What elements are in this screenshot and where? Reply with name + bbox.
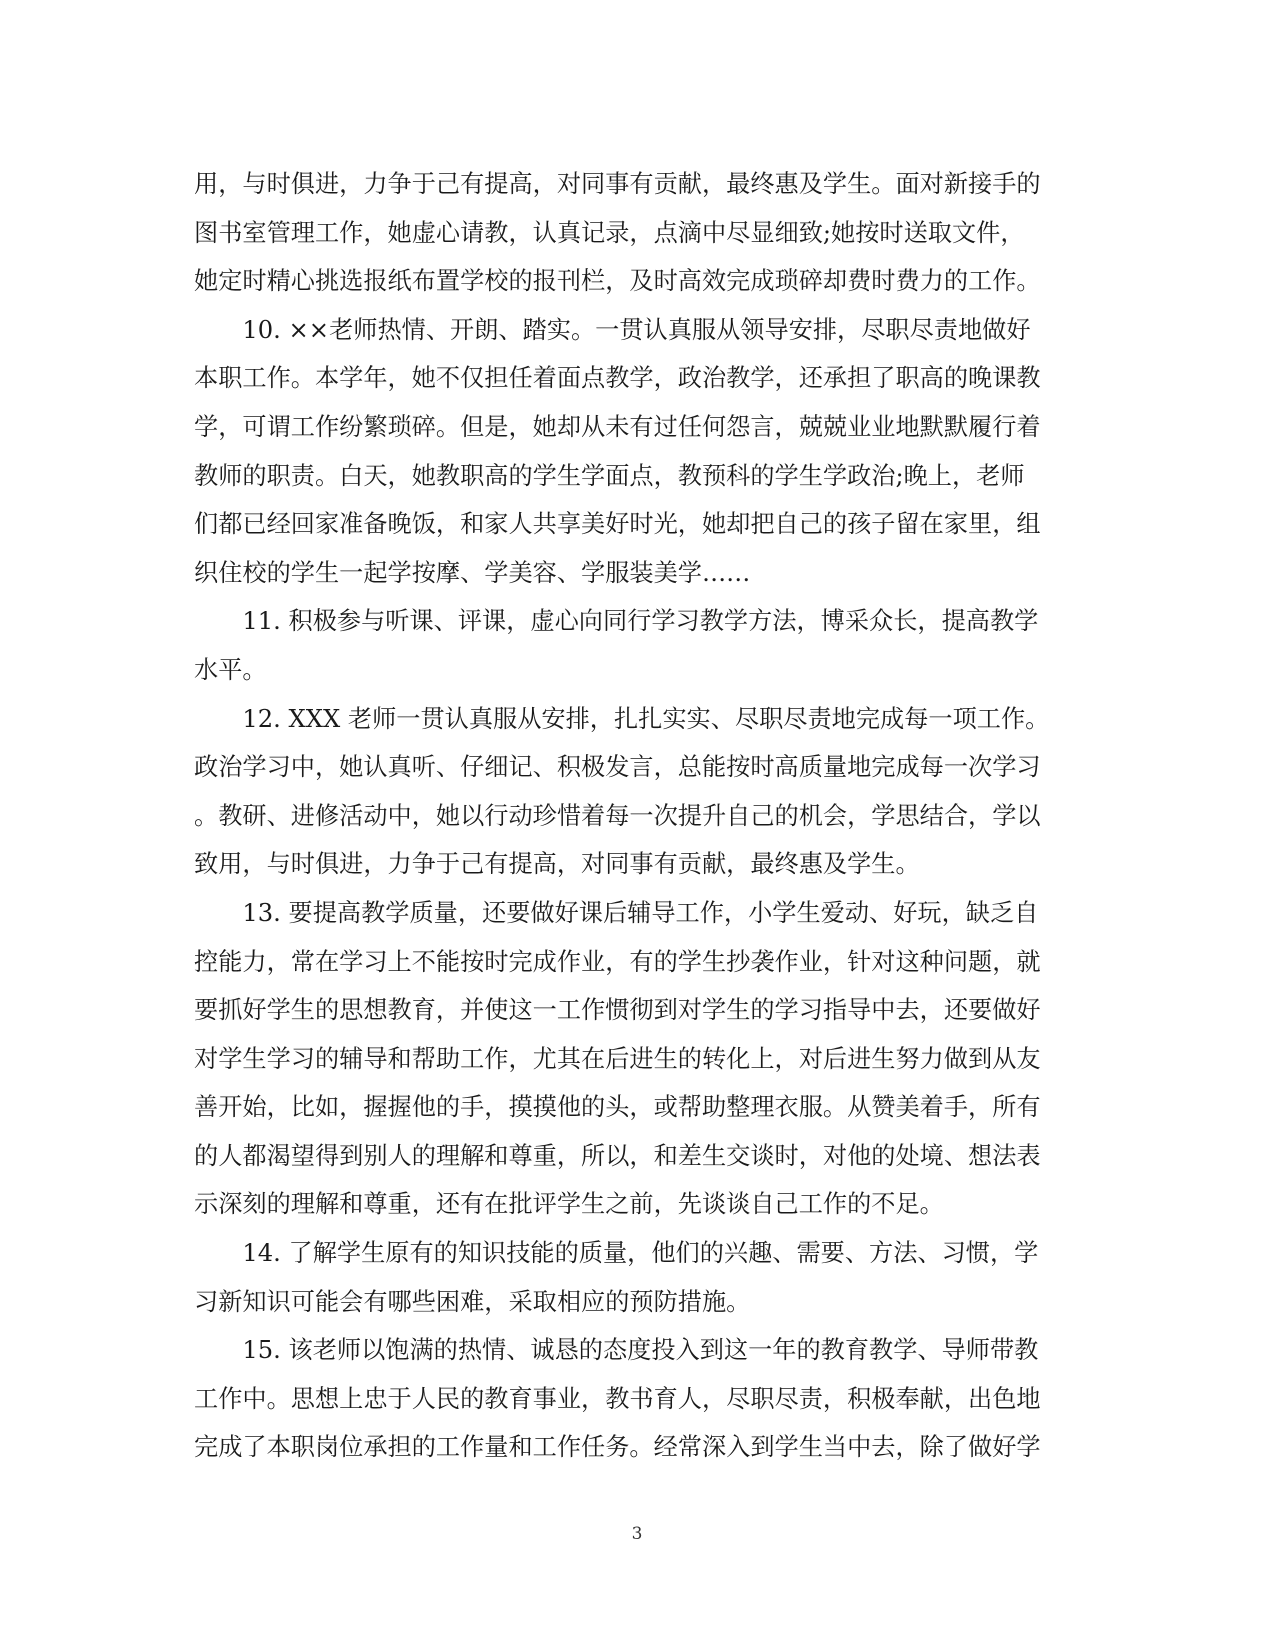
text-line: 要抓好学生的思想教育，并使这一工作惯彻到对学生的学习指导中去，还要做好 [194,996,1041,1025]
text-line: 工作中。思想上忠于人民的教育事业，教书育人，尽职尽责，积极奉献，出色地 [194,1384,1041,1413]
text-line: 善开始，比如，握握他的手，摸摸他的头，或帮助整理衣服。从赞美着手，所有 [194,1093,1041,1122]
text-line: 本职工作。本学年，她不仅担任着面点教学，政治教学，还承担了职高的晚课教 [194,364,1041,393]
text-line: 示深刻的理解和尊重，还有在批评学生之前，先谈谈自己工作的不足。 [194,1190,944,1219]
body-text [194,160,1070,1472]
text-line: 12. XXX 老师一贯认真服从安排，扎扎实实、尽职尽责地完成每一项工作。 [194,704,1050,733]
text-line: 织住校的学生一起学按摩、学美容、学服装美学…… [194,558,751,587]
text-line: 图书室管理工作，她虚心请教，认真记录，点滴中尽显细致;她按时送取文件， [194,218,1025,247]
text-line: 15. 该老师以饱满的热情、诚恳的态度投入到这一年的教育教学、导师带教 [194,1336,1039,1365]
text-line: 。教研、进修活动中，她以行动珍惜着每一次提升自己的机会，学思结合，学以 [194,801,1041,830]
text-line: 完成了本职岗位承担的工作量和工作任务。经常深入到学生当中去，除了做好学 [194,1433,1041,1462]
text-line: 对学生学习的辅导和帮助工作，尤其在后进生的转化上，对后进生努力做到从友 [194,1044,1041,1073]
text-line: 用，与时俱进，力争于己有提高，对同事有贡献，最终惠及学生。面对新接手的 [194,170,1041,198]
text-line: 学，可谓工作纷繁琐碎。但是，她却从未有过任何怨言，兢兢业业地默默履行着 [194,412,1041,441]
page-number: 3 [631,1524,643,1544]
text-line: 水平。 [194,655,267,684]
text-line: 习新知识可能会有哪些困难，采取相应的预防措施。 [194,1287,751,1316]
text-line: 致用，与时俱进，力争于己有提高，对同事有贡献，最终惠及学生。 [194,850,920,879]
text-line: 教师的职责。白天，她教职高的学生学面点，教预科的学生学政治;晚上，老师 [194,461,1025,490]
text-line: 14. 了解学生原有的知识技能的质量，他们的兴趣、需要、方法、习惯，学 [194,1239,1039,1268]
text-line: 控能力，常在学习上不能按时完成作业，有的学生抄袭作业，针对这种问题，就 [194,947,1041,976]
text-line: 她定时精心挑选报纸布置学校的报刊栏，及时高效完成琐碎却费时费力的工作。 [194,267,1041,296]
text-line: 10. ××老师热情、开朗、踏实。一贯认真服从领导安排，尽职尽责地做好 [194,315,1031,344]
text-line: 11. 积极参与听课、评课，虚心向同行学习教学方法，博采众长，提高教学 [194,607,1039,636]
text-line: 政治学习中，她认真听、仔细记、积极发言，总能按时高质量地完成每一次学习 [194,753,1041,782]
text-line: 们都已经回家准备晚饭，和家人共享美好时光，她却把自己的孩子留在家里，组 [194,510,1041,539]
text-line: 13. 要提高教学质量，还要做好课后辅导工作，小学生爱动、好玩，缺乏自 [194,898,1039,927]
text-line: 的人都渴望得到别人的理解和尊重，所以，和差生交谈时，对他的处境、想法表 [194,1141,1041,1170]
